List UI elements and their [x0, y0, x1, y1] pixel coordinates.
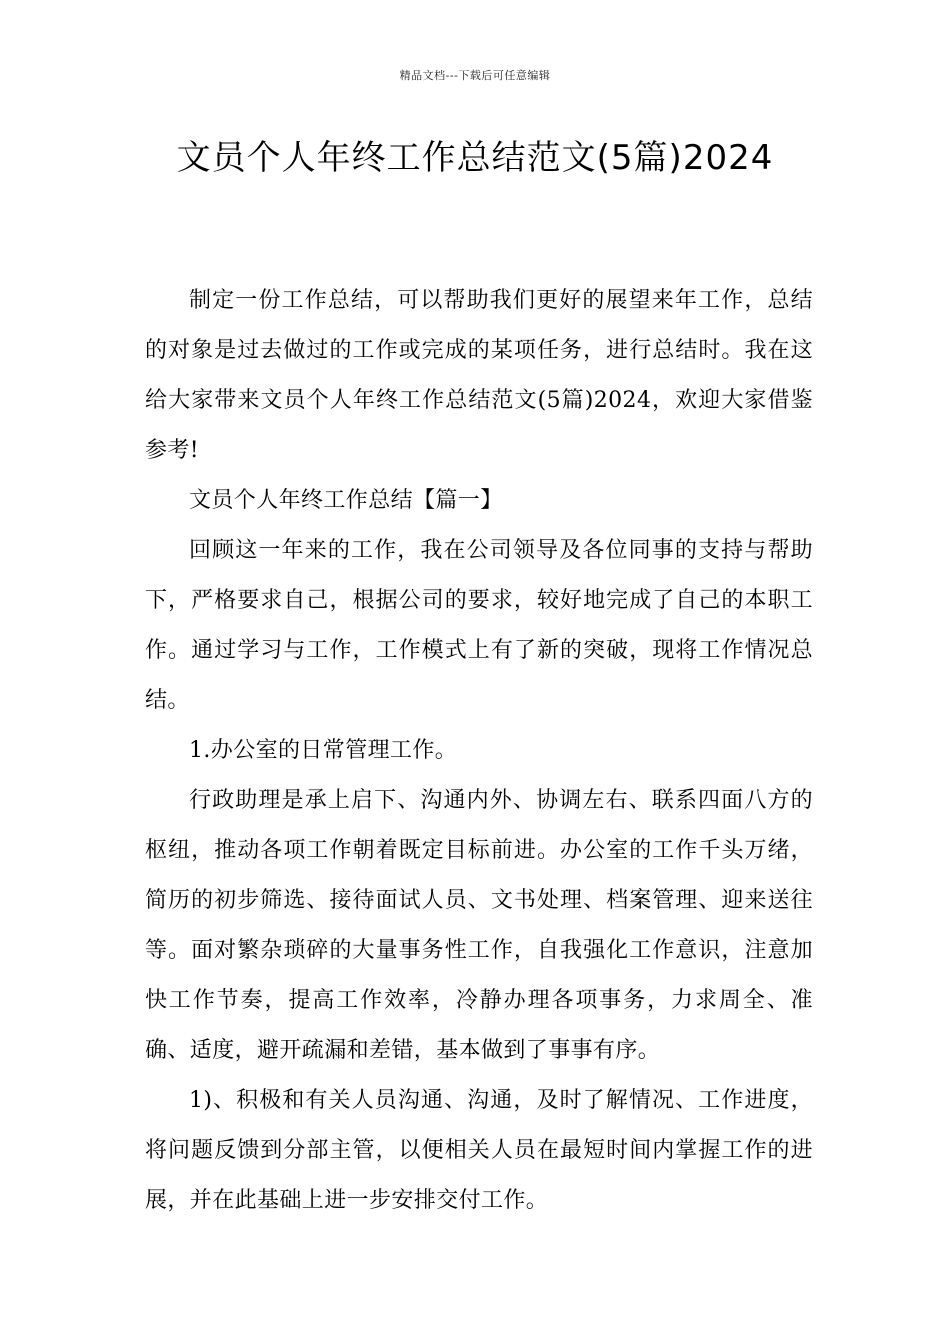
- section-heading-part-one: 文员个人年终工作总结【篇一】: [189, 488, 503, 513]
- intro-paragraph: 制定一份工作总结，可以帮助我们更好的展望来年工作，总结的对象是过去做过的工作或完成的某项任务，进行总结时。我在这给大家带来文员个人年终工作总结范文(5篇)2024，欢迎大家借鉴参考!: [145, 288, 813, 463]
- document-title: 文员个人年终工作总结范文(5篇)2024: [176, 138, 774, 178]
- list-heading-office-management: 1.办公室的日常管理工作。: [189, 738, 458, 763]
- review-paragraph: 回顾这一年来的工作，我在公司领导及各位同事的支持与帮助下，严格要求自己，根据公司的要求，较好地完成了自己的本职工作。通过学习与工作，工作模式上有了新的突破，现将工作情况总结。: [145, 538, 813, 713]
- header-note: 精品文档---下载后可任意编辑: [399, 69, 551, 82]
- communication-paragraph: 1)、积极和有关人员沟通、沟通，及时了解情况、工作进度，将问题反馈到分部主管，以便相关人员在最短时间内掌握工作的进展，并在此基础上进一步安排交付工作。: [145, 1088, 813, 1213]
- admin-assistant-paragraph: 行政助理是承上启下、沟通内外、协调左右、联系四面八方的枢纽，推动各项工作朝着既定目标前进。办公室的工作千头万绪，简历的初步筛选、接待面试人员、文书处理、档案管理、迎来送往等。面对繁杂琐碎的大量事务性工作，自我强化工作意识，注意加快工作节奏，提高工作效率，冷静办理各项事务，力求周全、准确、适度，避开疏漏和差错，基本做到了事事有序。: [145, 788, 813, 1063]
- document-body: [145, 276, 813, 1226]
